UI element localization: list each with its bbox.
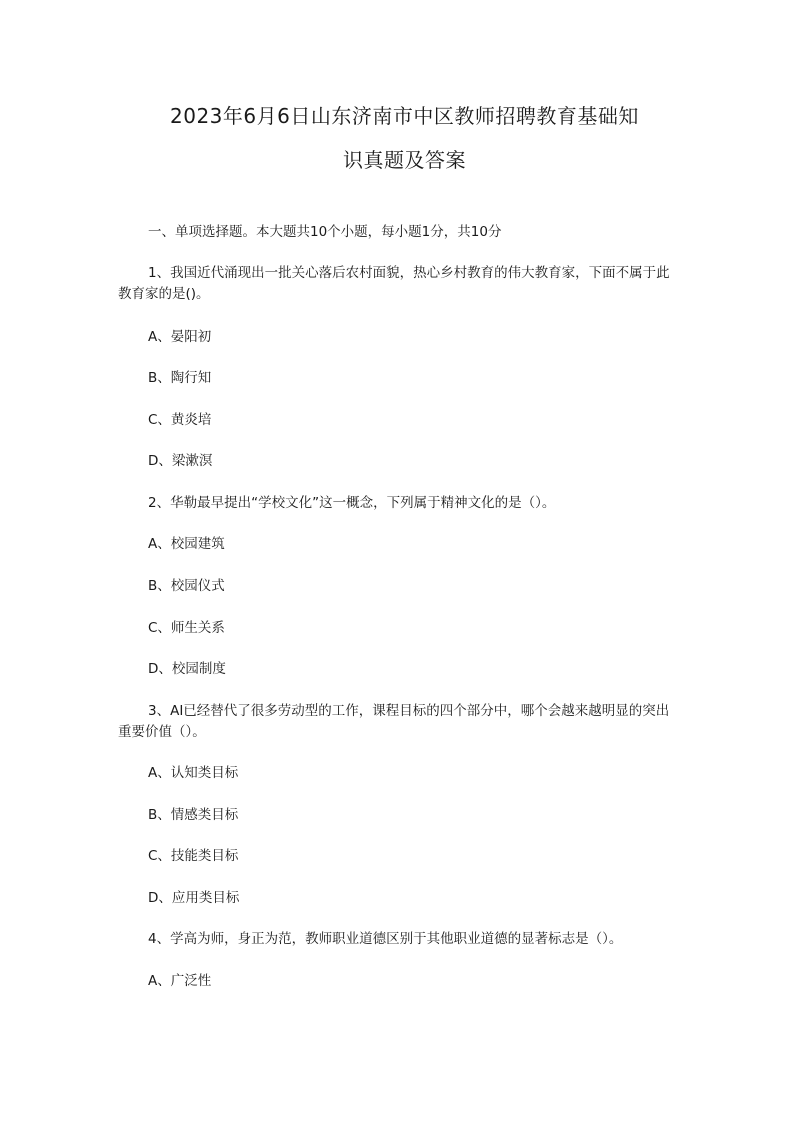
question-2-option-b: B、校园仪式 <box>148 578 225 594</box>
document-title-line-2: 识真题及答案 <box>343 148 466 172</box>
question-3-option-b: B、情感类目标 <box>148 807 239 823</box>
question-3-option-c: C、技能类目标 <box>148 848 239 864</box>
question-2-option-c: C、师生关系 <box>148 620 225 636</box>
question-1-stem: 1、我国近代涌现出一批关心落后农村面貌，热心乡村教育的伟大教育家，下面不属于此教育家的是()。 <box>118 265 670 302</box>
question-1-option-a: A、晏阳初 <box>148 329 212 345</box>
question-2-option-a: A、校园建筑 <box>148 536 225 552</box>
question-4-option-a: A、广泛性 <box>148 973 212 989</box>
question-2-option-d: D、校园制度 <box>148 661 226 677</box>
question-1-option-d: D、梁漱溟 <box>148 453 213 469</box>
question-2-stem: 2、华勒最早提出“学校文化”这一概念，下列属于精神文化的是（）。 <box>148 495 556 511</box>
question-3-option-a: A、认知类目标 <box>148 765 239 781</box>
section-heading: 一、单项选择题。本大题共10个小题，每小题1分，共10分 <box>148 224 502 240</box>
question-3-option-d: D、应用类目标 <box>148 890 240 906</box>
document-title-line-1: 2023年6月6日山东济南市中区教师招聘教育基础知 <box>170 104 639 128</box>
question-1-option-b: B、陶行知 <box>148 370 212 386</box>
question-1-option-c: C、黄炎培 <box>148 412 212 428</box>
question-3-stem: 3、AI已经替代了很多劳动型的工作，课程目标的四个部分中，哪个会越来越明显的突出重要价值（）。 <box>118 703 670 740</box>
question-4-stem: 4、学高为师，身正为范，教师职业道德区别于其他职业道德的显著标志是（）。 <box>148 931 623 947</box>
